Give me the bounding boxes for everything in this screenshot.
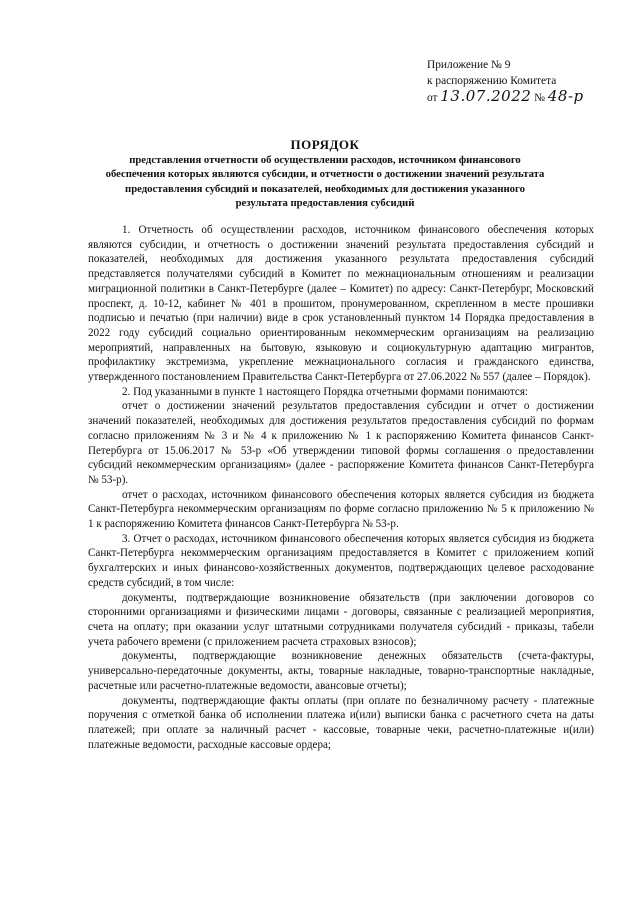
- annex-reference: к распоряжению Комитета: [427, 74, 557, 87]
- annex-date-line: [427, 89, 584, 107]
- paragraph-5: 3. Отчет о расходах, источником финансового обеспечения которых является субсидия из бюджета Санкт-Петербурга некоммерческим организациям предоставляется в Комитет с приложением копий бухгалтерских и иных финансово-хозяйственных документов, подтверждающих целевое расходование средств субсидий, в том числе:: [88, 532, 594, 589]
- annex-handwritten-number: 48-р: [547, 87, 584, 105]
- paragraph-2: 2. Под указанными в пункте 1 настоящего Порядка отчетными формами понимаются:: [122, 385, 528, 398]
- paragraph-3: отчет о достижении значений результатов предоставления субсидии и отчет о достижении значений показателей, необходимых для достижения результатов предоставления субсидий по формам согласно приложениям № 3 и № 4 к приложению № 1 к распоряжению Комитета финансов Санкт-Петербурга от 15.06.2017 № 53-р «Об утверждении типовой формы соглашения о предоставлении субсидий некоммерческим организациям» (далее - распоряжение Комитета финансов Санкт-Петербурга № 53-р).: [88, 400, 594, 486]
- annex-handwritten-date: 13.07.2022: [440, 87, 532, 105]
- paragraph-1: 1. Отчетность об осуществлении расходов, источником финансового обеспечения которых являются субсидии, и отчетность о достижении значений результата предоставления субсидий и показателей, необходимых для достижения указанного результата предоставления субсидий представляется получателями субсидий в Комитет по межнациональным отношениям и реализации миграционной политики в Санкт-Петербурге (далее – Комитет) по адресу: Санкт-Петербург, Московский проспект, д. 10-12, кабинет № 401 в прошитом, пронумерованном, скрепленном в месте прошивки подписью и печатью (при наличии) виде в срок установленный пунктом 14 Порядка предоставления в 2022 году субсидий социально ориентированным некоммерческим организациям на реализацию мероприятий, направленных на бытовую, языковую и социокультурную адаптацию мигрантов, профилактику экстремизма, укрепление межнационального согласия и гражданского единства, утвержденного постановлением Правительства Санкт-Петербурга от 27.06.2022 № 557 (далее – Порядок).: [88, 224, 594, 384]
- document-subtitle: представления отчетности об осуществлении расходов, источником финансового обеспечения которых являются субсидии, и отчетности о достижении значений результата предоставления субсидий и показателей, необходимых для достижения указанного результата предоставления субсидий: [105, 154, 545, 210]
- document-header: [100, 136, 550, 211]
- paragraph-4: отчет о расходах, источником финансового обеспечения которых является субсидия из бюджета Санкт-Петербурга некоммерческим организациям по форме согласно приложению № 5 к приложению № 1 к распоряжению Комитета финансов Санкт-Петербурга № 53-р.: [88, 488, 594, 531]
- annex-date-prefix: от: [427, 92, 438, 104]
- document-body: [88, 223, 594, 752]
- annex-title: Приложение № 9: [427, 59, 511, 71]
- annex-number-label: №: [534, 92, 546, 104]
- paragraph-7: документы, подтверждающие возникновение денежных обязательств (счета-фактуры, универсально-передаточные документы, акты, товарные накладные, товарно-транспортные накладные, расчетные или расчетно-платежные ведомости, авансовые отчеты);: [88, 650, 594, 692]
- paragraph-6: документы, подтверждающие возникновение обязательств (при заключении договоров со сторонними организациями и физическими лицами - договоры, связанные с реализацией мероприятия, счета на оплату; при оказании услуг штатными сотрудниками получателя субсидий - приказы, табели учета рабочего времени (с приложением расчета страховых взносов);: [88, 591, 594, 648]
- document-title: ПОРЯДОК: [290, 137, 360, 152]
- paragraph-8: документы, подтверждающие факты оплаты (при оплате по безналичному расчету - платежные поручения с отметкой банка об исполнении платежа и(или) выписки банка с расчетного счета на даты платежей; при оплате за наличный расчет - кассовые, товарные чеки, расчетно-платежные и(или) платежные ведомости, расходные кассовые ордера;: [88, 694, 594, 751]
- annex-block: [427, 58, 584, 107]
